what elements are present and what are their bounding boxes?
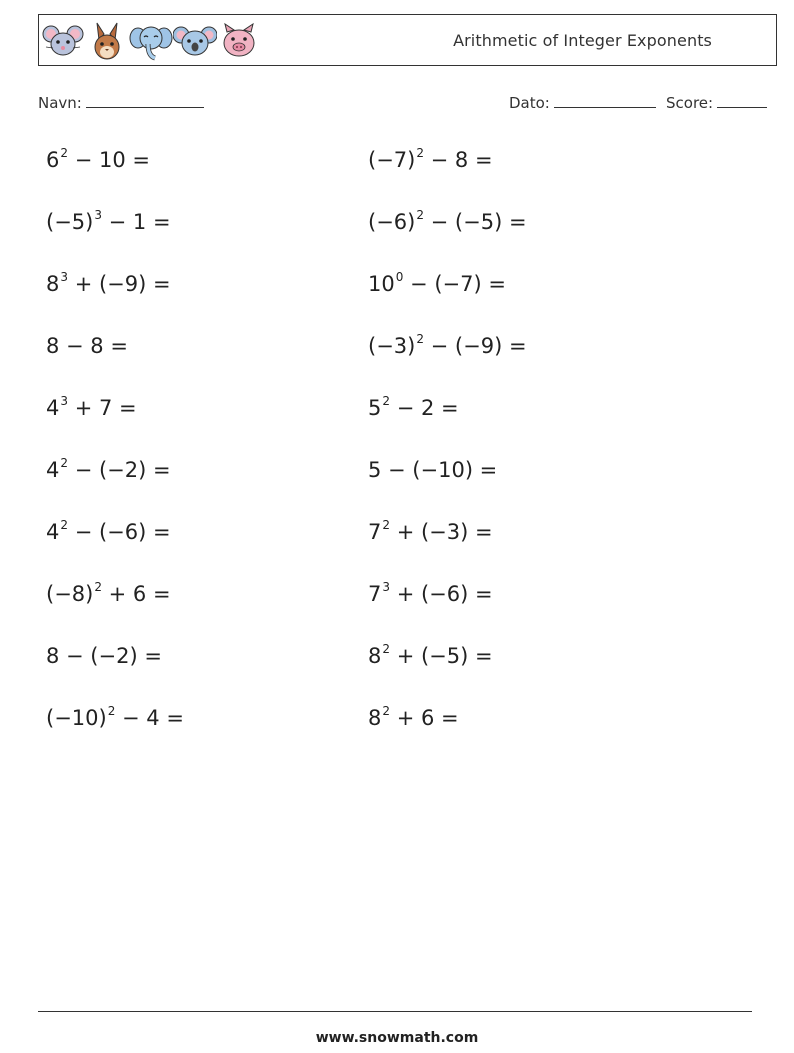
problem-base: 4 (46, 396, 60, 420)
problem-exponent: 2 (416, 332, 424, 346)
problem-base: 5 (368, 396, 382, 420)
problem-left-5 (46, 396, 137, 420)
problem-rest: − 10 = (68, 148, 150, 172)
problem-exponent: 2 (416, 208, 424, 222)
problem-exponent: 2 (416, 146, 424, 160)
problem-exponent: 2 (94, 580, 102, 594)
problem-left-3 (46, 272, 171, 296)
problem-left-10 (46, 706, 184, 730)
problem-right-6 (368, 458, 497, 482)
problem-rest: + 7 = (68, 396, 137, 420)
footer-divider (38, 1011, 752, 1012)
problem-base: (−6) (368, 210, 416, 234)
problem-left-7 (46, 520, 171, 544)
problem-right-8 (368, 582, 493, 606)
problem-exponent: 2 (382, 518, 391, 532)
problem-base: (−8) (46, 582, 94, 606)
problem-exponent: 0 (395, 270, 404, 284)
problem-base: 5 − (−10) = (368, 458, 498, 482)
problem-left-1 (46, 148, 150, 172)
problem-exponent: 2 (60, 456, 69, 470)
problem-base: (−5) (46, 210, 94, 234)
problem-exponent: 3 (94, 208, 102, 222)
problem-base: 7 (368, 520, 382, 544)
problem-base: 8 − (−2) = (46, 644, 162, 668)
problem-left-6 (46, 458, 171, 482)
problem-rest: + (−5) = (390, 644, 493, 668)
problem-right-3 (368, 272, 506, 296)
problem-exponent: 2 (107, 704, 116, 718)
problem-exponent: 2 (382, 642, 391, 656)
problem-base: 7 (368, 582, 382, 606)
problem-base: 6 (46, 148, 60, 172)
problem-base: 8 (46, 272, 60, 296)
problem-rest: − (−6) = (68, 520, 171, 544)
problem-base: (−10) (46, 706, 107, 730)
problem-exponent: 3 (60, 394, 69, 408)
problem-base: 4 (46, 520, 60, 544)
problem-base: (−7) (368, 148, 416, 172)
worksheet-title: Arithmetic of Integer Exponents (453, 31, 712, 50)
problem-right-2 (368, 210, 527, 234)
name-label: Navn: (38, 94, 82, 112)
problem-base: (−3) (368, 334, 416, 358)
problem-exponent: 2 (60, 146, 69, 160)
problem-right-1 (368, 148, 493, 172)
problem-exponent: 3 (60, 270, 69, 284)
problem-left-2 (46, 210, 171, 234)
problem-rest: − 8 = (423, 148, 493, 172)
problem-rest: + (−9) = (68, 272, 171, 296)
problem-right-7 (368, 520, 493, 544)
problem-base: 8 (368, 644, 382, 668)
problem-rest: − (−5) = (423, 210, 527, 234)
problem-right-10 (368, 706, 459, 730)
problem-exponent: 2 (382, 394, 391, 408)
problem-left-4 (46, 334, 128, 358)
problem-rest: − (−7) = (403, 272, 506, 296)
problem-base: 10 (368, 272, 395, 296)
problem-left-8 (46, 582, 171, 606)
problem-right-4 (368, 334, 527, 358)
problem-base: 4 (46, 458, 60, 482)
score-label: Score: (666, 94, 714, 112)
problem-rest: − (−2) = (68, 458, 171, 482)
problem-exponent: 2 (382, 704, 391, 718)
problem-rest: − (−9) = (423, 334, 527, 358)
problem-right-9 (368, 644, 493, 668)
problem-exponent: 2 (60, 518, 69, 532)
problem-exponent: 3 (382, 580, 391, 594)
problem-left-9 (46, 644, 162, 668)
problem-rest: + (−3) = (390, 520, 493, 544)
problem-base: 8 (368, 706, 382, 730)
footer-url[interactable]: www.snowmath.com (315, 1030, 479, 1046)
problem-rest: − 4 = (115, 706, 184, 730)
problem-rest: − 2 = (390, 396, 459, 420)
problem-rest: + 6 = (390, 706, 459, 730)
date-label: Dato: (509, 94, 550, 112)
problem-rest: − 1 = (101, 210, 171, 234)
problem-rest: + (−6) = (390, 582, 493, 606)
problem-rest: + 6 = (101, 582, 171, 606)
problem-base: 8 − 8 = (46, 334, 128, 358)
problem-right-5 (368, 396, 459, 420)
